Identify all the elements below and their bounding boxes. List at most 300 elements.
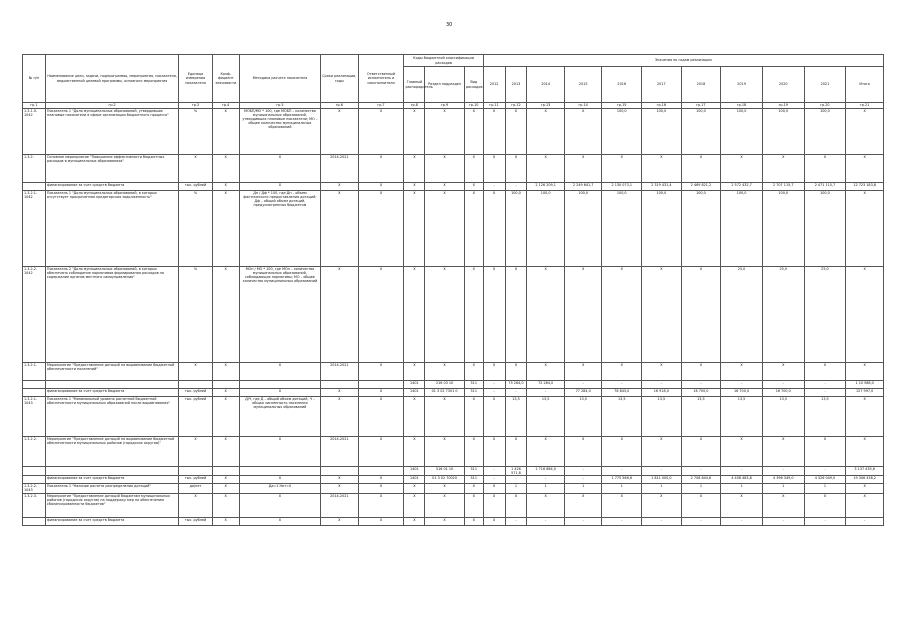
header-section: Раздел подраздел xyxy=(425,67,465,103)
row-name: финансирование за счет средств бюджета xyxy=(45,476,178,484)
row-value: 1 xyxy=(642,484,682,494)
row-value: X xyxy=(505,109,527,155)
col-number: гр.7 xyxy=(358,103,404,109)
programme-table xyxy=(22,54,884,526)
row-budget-code: X xyxy=(404,155,425,183)
row-resp: X xyxy=(358,267,404,363)
header-term: Сроки реализации, годы xyxy=(321,55,359,103)
header-name: Наименование цели, задачи, подпрограммы, мероприятия, показателя, ведомственной целевой программы, основного мероприятия xyxy=(45,55,178,103)
row-value: - xyxy=(642,518,682,526)
row-method: X xyxy=(239,155,320,183)
row-value: 13,5 xyxy=(602,397,642,437)
row-value: 13,5 xyxy=(762,397,804,437)
row-budget-code: X xyxy=(425,397,465,437)
row-value: 1 775 566,6 xyxy=(602,476,642,484)
header-year: 2019 xyxy=(721,67,763,103)
row-resp xyxy=(358,467,404,476)
col-number: гр.8 xyxy=(404,103,425,109)
row-value: 16 700,0 xyxy=(762,389,804,397)
row-budget-code: 216 03 10 xyxy=(425,381,465,389)
row-budget-code: X xyxy=(404,397,425,437)
row-num: 1.3.1.0-1042 xyxy=(23,109,46,155)
col-number: гр.5 xyxy=(239,103,320,109)
row-value: X xyxy=(762,155,804,183)
row-method: X xyxy=(239,389,320,397)
row-name: Показатель 1 "Доля муниципальных образований, утвердивших плановые показатели в сфере организации бюджетного процесса" xyxy=(45,109,178,155)
row-budget-code: X xyxy=(425,363,465,381)
row-method: X xyxy=(239,518,320,526)
col-number: гр.17 xyxy=(681,103,721,109)
row-value: X xyxy=(642,267,682,363)
row-value: 1 811 000,0 xyxy=(642,476,682,484)
row-value: X xyxy=(762,494,804,518)
col-number: гр.3 xyxy=(179,103,212,109)
row-value: 100,0 xyxy=(762,191,804,267)
row-value: - xyxy=(505,476,527,484)
row-value: X xyxy=(721,494,763,518)
table-body xyxy=(23,109,884,526)
row-value: 2 319 431,4 xyxy=(642,183,682,191)
row-method: X xyxy=(239,437,320,467)
row-term: X xyxy=(321,397,359,437)
row-value: 100,0 xyxy=(762,109,804,155)
col-number: гр.15 xyxy=(602,103,642,109)
row-value: X xyxy=(846,484,884,494)
row-unit: X xyxy=(179,155,212,183)
col-number: гр.9 xyxy=(425,103,465,109)
row-value: 2 707 115,7 xyxy=(762,183,804,191)
table-row xyxy=(23,397,884,437)
row-value: - xyxy=(483,467,505,476)
row-value: X xyxy=(721,437,763,467)
row-value: - xyxy=(642,467,682,476)
row-value: X xyxy=(642,437,682,467)
row-value: 13,5 xyxy=(505,397,527,437)
row-value: X xyxy=(681,363,721,381)
col-number: гр.1 xyxy=(23,103,46,109)
row-value: X xyxy=(527,363,565,381)
row-budget-code: 511 xyxy=(464,476,483,484)
row-value: X xyxy=(804,494,846,518)
row-value: X xyxy=(527,437,565,467)
row-value: 100,0 xyxy=(602,109,642,155)
page-number: 30 xyxy=(446,22,453,28)
col-number: гр.19 xyxy=(762,103,804,109)
row-value: 1 xyxy=(527,484,565,494)
row-budget-code: X xyxy=(464,437,483,467)
table-row xyxy=(23,494,884,518)
row-coef xyxy=(212,381,239,389)
row-coef: X xyxy=(212,397,239,437)
row-value: X xyxy=(483,267,505,363)
row-resp: X xyxy=(358,494,404,518)
row-budget-code: X xyxy=(464,363,483,381)
row-value: 100,0 xyxy=(804,109,846,155)
row-value: X xyxy=(721,155,763,183)
table-row xyxy=(23,484,884,494)
table-row xyxy=(23,381,884,389)
row-budget-code: X xyxy=(464,191,483,267)
header-unit: Единица измерения показателя xyxy=(179,55,212,103)
row-value: X xyxy=(721,363,763,381)
row-value: 2 471 115,7 xyxy=(804,183,846,191)
row-value: - xyxy=(681,467,721,476)
row-value: X xyxy=(483,484,505,494)
row-budget-code: X xyxy=(404,484,425,494)
row-value: X xyxy=(564,109,602,155)
row-coef: X xyxy=(212,155,239,183)
row-name: Мероприятие "Предоставление дотаций бюджетам муниципальных районов (городских округов) на поддержку мер по обеспечению сбалансированности бюджетов" xyxy=(45,494,178,518)
table-row xyxy=(23,518,884,526)
row-budget-code: 1401 xyxy=(404,381,425,389)
row-value: 4 326 049,0 xyxy=(804,476,846,484)
row-budget-code: X xyxy=(464,183,483,191)
row-value: 1 xyxy=(681,484,721,494)
header-year-total: Итого xyxy=(846,67,884,103)
row-term: X xyxy=(321,183,359,191)
row-value: 25,0 xyxy=(762,267,804,363)
row-value: 100,0 xyxy=(804,191,846,267)
row-method: X xyxy=(239,183,320,191)
row-value: - xyxy=(602,467,642,476)
header-exp-type: Вид расходов xyxy=(464,67,483,103)
row-name: Мероприятие "Предоставление дотаций на выравнивание бюджетной обеспеченности муниципальных районов (городских округов)" xyxy=(45,437,178,467)
row-value: 72 284,0 xyxy=(527,381,565,389)
row-value: X xyxy=(527,109,565,155)
row-num: 1.3.2.2-1042 xyxy=(23,267,46,363)
row-unit: % xyxy=(179,109,212,155)
header-year: 2015 xyxy=(564,67,602,103)
row-value: X xyxy=(681,267,721,363)
row-value: 75 284,0 xyxy=(505,381,527,389)
row-budget-code: X xyxy=(425,484,465,494)
row-name: Показатель 1 "Наличие расчета распределения дотаций" xyxy=(45,484,178,494)
row-value: X xyxy=(681,155,721,183)
row-name: финансирование за счет средств бюджета xyxy=(45,389,178,397)
row-budget-code: 01 3 02 7301 0 xyxy=(425,389,465,397)
row-resp xyxy=(358,381,404,389)
row-name: финансирование за счет средств бюджета xyxy=(45,518,178,526)
header-grbs: Главный распорядитель xyxy=(404,67,425,103)
row-budget-code: X xyxy=(425,191,465,267)
row-value: 1 xyxy=(721,484,763,494)
row-value: 25,0 xyxy=(804,267,846,363)
row-value: X xyxy=(483,109,505,155)
row-value: - xyxy=(602,381,642,389)
row-value: - xyxy=(642,381,682,389)
row-value: - xyxy=(681,381,721,389)
row-value: X xyxy=(527,494,565,518)
row-num xyxy=(23,389,46,397)
row-value: 100,0 xyxy=(642,109,682,155)
row-name xyxy=(45,381,178,389)
row-resp: X xyxy=(358,476,404,484)
row-resp: X xyxy=(358,389,404,397)
row-budget-code: X xyxy=(464,518,483,526)
row-value: - xyxy=(483,389,505,397)
row-resp: X xyxy=(358,183,404,191)
row-value: X xyxy=(846,109,884,155)
row-budget-code: 1401 xyxy=(404,467,425,476)
row-value: 2 130 073,1 xyxy=(602,183,642,191)
row-value: X xyxy=(762,437,804,467)
row-value: - xyxy=(602,518,642,526)
row-value: X xyxy=(505,155,527,183)
row-value: - xyxy=(721,467,763,476)
header-num: № п/п xyxy=(23,55,46,103)
row-value: X xyxy=(681,494,721,518)
row-name: Показатель 1 "Минимальный уровень расчетной бюджетной обеспеченности муниципальных образований после выравнивания" xyxy=(45,397,178,437)
row-method: МОБП/МО * 100, где МОБП – количество муниципальных образований, утвердивших плановые показатели; МО – общее количество муниципальных образований xyxy=(239,109,320,155)
row-coef: X xyxy=(212,437,239,467)
row-budget-code: X xyxy=(404,109,425,155)
row-unit: X xyxy=(179,363,212,381)
row-term: X xyxy=(321,476,359,484)
row-value: 100,0 xyxy=(505,191,527,267)
row-value: 100,0 xyxy=(681,109,721,155)
row-value: - xyxy=(483,476,505,484)
row-unit: X xyxy=(179,437,212,467)
row-value: X xyxy=(483,155,505,183)
row-budget-code: X xyxy=(464,109,483,155)
row-value: 100,0 xyxy=(642,191,682,267)
table-header xyxy=(23,55,884,109)
row-num: 1.3.2.2. xyxy=(23,437,46,467)
row-unit xyxy=(179,467,212,476)
row-value: 2 126 209,1 xyxy=(527,183,565,191)
row-resp: X xyxy=(358,363,404,381)
row-value: X xyxy=(564,494,602,518)
row-method: МОн / МО * 100, где МОн – количество муниципальных образований, соблюдающих нормативы; МО – общее количество муниципальных образований xyxy=(239,267,320,363)
row-coef: X xyxy=(212,183,239,191)
table-row xyxy=(23,389,884,397)
row-value: X xyxy=(642,155,682,183)
table-row xyxy=(23,267,884,363)
row-coef: X xyxy=(212,363,239,381)
row-term: X xyxy=(321,109,359,155)
row-budget-code: 1401 xyxy=(404,476,425,484)
row-value: X xyxy=(846,494,884,518)
header-year: 2016 xyxy=(602,67,642,103)
row-value: X xyxy=(505,363,527,381)
programme-table-sheet xyxy=(22,54,884,526)
row-value: 100,0 xyxy=(602,191,642,267)
row-value: 100,0 xyxy=(681,191,721,267)
row-num: 1.3.2.3. xyxy=(23,494,46,518)
row-value: X xyxy=(602,363,642,381)
row-budget-code: X xyxy=(425,437,465,467)
row-value: X xyxy=(846,397,884,437)
table-row xyxy=(23,363,884,381)
row-value: 16 700,0 xyxy=(681,389,721,397)
row-value: 4 396 349,0 xyxy=(762,476,804,484)
row-value: 25,0 xyxy=(721,267,763,363)
table-row xyxy=(23,155,884,183)
row-budget-code: X xyxy=(425,494,465,518)
header-year: 2013 xyxy=(505,67,527,103)
row-value: X xyxy=(642,494,682,518)
header-year: 2012 xyxy=(483,67,505,103)
row-value: 13,5 xyxy=(721,397,763,437)
col-number: гр.21 xyxy=(846,103,884,109)
row-num: 1.3.2. xyxy=(23,155,46,183)
row-value: X xyxy=(846,437,884,467)
row-value: X xyxy=(483,437,505,467)
row-value: - xyxy=(804,518,846,526)
table-row xyxy=(23,476,884,484)
row-value: X xyxy=(804,155,846,183)
row-value: X xyxy=(483,191,505,267)
row-budget-code: X xyxy=(464,484,483,494)
row-method: X xyxy=(239,494,320,518)
row-value: X xyxy=(602,437,642,467)
row-unit: да/нет xyxy=(179,484,212,494)
row-coef: X xyxy=(212,191,239,267)
header-coef: Коэф-фициент значимости xyxy=(212,55,239,103)
row-term: 2014-2021 xyxy=(321,363,359,381)
row-num xyxy=(23,476,46,484)
row-name: Мероприятие "Предоставление дотаций на выравнивание бюджетной обеспеченности поселений" xyxy=(45,363,178,381)
row-coef: X xyxy=(212,484,239,494)
row-budget-code: X xyxy=(464,397,483,437)
row-value: - xyxy=(527,476,565,484)
row-unit xyxy=(179,381,212,389)
row-value: 1 xyxy=(804,484,846,494)
row-value: X xyxy=(505,494,527,518)
row-num: 1.3.2.1. xyxy=(23,363,46,381)
row-unit: % xyxy=(179,267,212,363)
row-value: - xyxy=(564,518,602,526)
row-term: 2014-2021 xyxy=(321,155,359,183)
row-value: 16 700,0 xyxy=(721,389,763,397)
row-num xyxy=(23,518,46,526)
row-unit: тыс. рублей xyxy=(179,389,212,397)
row-method: Дп / Дф * 100, где Дп – объем фактического предоставления дотаций; Дф – общий объем дотаций, предусмотренных бюджетом xyxy=(239,191,320,267)
row-value: X xyxy=(602,494,642,518)
row-coef: X xyxy=(212,267,239,363)
row-value: 2 572 432,7 xyxy=(721,183,763,191)
col-number: гр.13 xyxy=(527,103,565,109)
row-name: Показатель 2 "Доля муниципальных образований, в которых обеспечено соблюдение нормативов формирования расходов на содержание органов местного самоуправления" xyxy=(45,267,178,363)
row-value: - xyxy=(483,183,505,191)
row-value: - xyxy=(564,467,602,476)
row-value: - xyxy=(804,467,846,476)
row-num xyxy=(23,183,46,191)
row-value: X xyxy=(483,494,505,518)
header-year: 2014 xyxy=(527,67,565,103)
col-number: гр.10 xyxy=(464,103,483,109)
row-value: X xyxy=(527,155,565,183)
row-name: финансирование за счет средств бюджета xyxy=(45,183,178,191)
row-budget-code: X xyxy=(404,363,425,381)
row-value: 16 918,0 xyxy=(642,389,682,397)
row-value: X xyxy=(564,437,602,467)
row-budget-code: 511 xyxy=(464,467,483,476)
row-value: X xyxy=(846,267,884,363)
row-value: X xyxy=(505,267,527,363)
row-value: - xyxy=(721,381,763,389)
row-value: - xyxy=(505,183,527,191)
row-value: - xyxy=(564,381,602,389)
row-value: - xyxy=(681,518,721,526)
row-term: X xyxy=(321,191,359,267)
row-value: - xyxy=(505,518,527,526)
row-value: X xyxy=(483,518,505,526)
row-unit: тыс. рублей xyxy=(179,397,212,437)
row-num: 1.3.2.1-1043 xyxy=(23,397,46,437)
row-method: X xyxy=(239,363,320,381)
row-value: X xyxy=(483,397,505,437)
col-number: гр.12 xyxy=(505,103,527,109)
row-term: X xyxy=(321,518,359,526)
row-value: - xyxy=(527,518,565,526)
header-year: 2017 xyxy=(642,67,682,103)
row-value: 2 469 821,2 xyxy=(681,183,721,191)
header-budget-codes: Коды бюджетной классификации расходов xyxy=(404,55,483,67)
row-value: - xyxy=(505,389,527,397)
row-value: X xyxy=(642,363,682,381)
table-row xyxy=(23,109,884,155)
row-term: X xyxy=(321,484,359,494)
row-value: X xyxy=(564,267,602,363)
row-resp: X xyxy=(358,155,404,183)
row-value: 100,0 xyxy=(527,191,565,267)
row-budget-code: X xyxy=(425,109,465,155)
row-value: - xyxy=(527,389,565,397)
row-value: 1 716 864,0 xyxy=(527,467,565,476)
row-value: X xyxy=(846,191,884,267)
row-budget-code: X xyxy=(425,183,465,191)
row-resp: X xyxy=(358,397,404,437)
row-value: 100,0 xyxy=(564,191,602,267)
row-coef: X xyxy=(212,494,239,518)
row-name xyxy=(45,467,178,476)
row-unit: тыс. рублей xyxy=(179,476,212,484)
row-budget-code: X xyxy=(425,267,465,363)
row-term: 2014-2021 xyxy=(321,437,359,467)
table-row xyxy=(23,437,884,467)
row-value: - xyxy=(762,518,804,526)
row-value: X xyxy=(804,363,846,381)
row-budget-code: X xyxy=(404,437,425,467)
row-method: X xyxy=(239,476,320,484)
row-value: X xyxy=(527,267,565,363)
row-value: - xyxy=(804,381,846,389)
row-value: 13,5 xyxy=(642,397,682,437)
row-budget-code: X xyxy=(425,155,465,183)
row-value: 100,0 xyxy=(721,109,763,155)
row-budget-code: 01 3 02 70020 xyxy=(425,476,465,484)
row-coef: X xyxy=(212,518,239,526)
row-value: - xyxy=(762,381,804,389)
row-resp: X xyxy=(358,518,404,526)
header-resp: Ответственный исполнитель и соисполнители xyxy=(358,55,404,103)
row-value: - xyxy=(846,518,884,526)
row-value: 1 xyxy=(602,484,642,494)
header-year: 2020 xyxy=(762,67,804,103)
row-method xyxy=(239,381,320,389)
row-value: 77 284,0 xyxy=(564,389,602,397)
row-value: 4 458 483,8 xyxy=(721,476,763,484)
table-row xyxy=(23,183,884,191)
row-value: X xyxy=(804,437,846,467)
row-value: 78 843,0 xyxy=(602,389,642,397)
row-term xyxy=(321,381,359,389)
row-value: - xyxy=(804,389,846,397)
row-value: X xyxy=(483,363,505,381)
row-value: - xyxy=(483,381,505,389)
header-year: 2018 xyxy=(681,67,721,103)
